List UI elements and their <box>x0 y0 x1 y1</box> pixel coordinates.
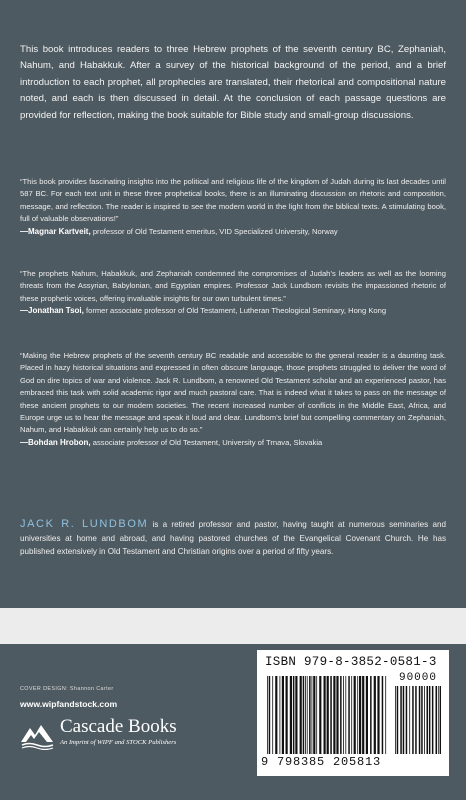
barcode-bar <box>300 676 302 754</box>
barcode-bar <box>438 686 439 754</box>
barcode-bar <box>370 676 372 754</box>
barcode-bar <box>409 686 410 754</box>
barcode-bar <box>327 676 329 754</box>
endorser-name: —Jonathan Tsoi, <box>20 306 84 316</box>
barcode-bar <box>351 676 352 754</box>
barcode-bar <box>395 686 396 754</box>
barcode-bar <box>406 686 408 754</box>
barcode-bar <box>377 676 379 754</box>
barcode-bar <box>319 676 321 754</box>
barcode-bar <box>269 676 271 754</box>
endorsement-attribution <box>20 305 446 317</box>
endorsement-attribution <box>20 226 446 238</box>
endorsement-1 <box>20 176 446 238</box>
price-addon-digits: 90000 <box>398 672 437 684</box>
barcode-bar <box>424 686 425 754</box>
barcode-bar <box>419 686 421 754</box>
barcode-bar <box>324 676 326 754</box>
barcode-bar <box>397 686 399 754</box>
ean-digits: 9 798385 205813 <box>261 755 382 769</box>
barcode-bar <box>403 686 405 754</box>
barcode-bar <box>359 676 361 754</box>
endorser-affiliation: professor of Old Testament emeritus, VID Specialized University, Norway <box>92 226 338 236</box>
endorser-name: —Bohdan Hrobon, <box>20 437 91 447</box>
barcode-bar <box>354 676 356 754</box>
barcode-bar <box>345 676 346 754</box>
publisher-logo <box>20 716 210 756</box>
barcode-bar <box>400 686 402 754</box>
endorsement-quote: “Making the Hebrew prophets of the seventh century BC readable and accessible to the general reader is a daunting task. Placed in hazy historical situations and expressed in often obscure language, those prophets struggled to deliver the word of God on dire topics of war and violence. Jack R. Lundbom, a renowned Old Testament scholar and an experienced pastor, has embraced this task with solid academic rigor and much pastoral care. That is indeed what it takes to pass on the message of these ancient prophets to our modern societies. The recent increased number of conflicts in the Middle East, Africa, and Europe urge us to hear the message and speak it loud and clear. Lundbom’s brief but compelling commentary on Zephaniah, Nahum, and Habakkuk can certainly help us to do so.” <box>20 351 446 435</box>
barcode-bar <box>275 676 277 754</box>
barcode-bar <box>313 676 315 754</box>
mountain-logo-icon <box>20 718 54 750</box>
endorsement-3 <box>20 350 446 449</box>
barcode-bar <box>290 676 292 754</box>
barcode-bar <box>309 676 311 754</box>
barcode-bar <box>340 676 342 754</box>
cover-design-credit: COVER DESIGN: Shannon Carter <box>20 686 114 692</box>
barcode-bar <box>282 676 284 754</box>
barcode-bar <box>336 676 338 754</box>
barcode-bar <box>432 686 434 754</box>
light-divider-band <box>0 608 466 644</box>
endorser-affiliation: associate professor of Old Testament, University of Trnava, Slovakia <box>92 437 323 447</box>
barcode-bar <box>267 676 268 754</box>
endorser-affiliation: former associate professor of Old Testament, Lutheran Theological Seminary, Hong Kong <box>85 306 387 316</box>
barcode-bar <box>312 676 313 754</box>
barcode-bar <box>333 676 335 754</box>
addon-barcode-bars <box>395 686 441 754</box>
barcode-bar <box>330 676 332 754</box>
barcode-bar <box>357 676 358 754</box>
barcode-bar <box>280 676 281 754</box>
barcode-bar <box>343 676 344 754</box>
barcode-bar <box>374 676 376 754</box>
endorsement-attribution <box>20 437 446 449</box>
isbn-barcode <box>257 650 449 776</box>
endorser-name: —Magnar Kartveit, <box>20 226 91 236</box>
barcode-bar <box>286 676 288 754</box>
endorsement-quote: “This book provides fascinating insights into the political and religious life of the kingdom of Judah during its last decades until 587 BC. For each text unit in these three prophetical books, there is an illuminating discussion on rhetoric and composition, message, and reflection. The reader is inspired to see the modern world in the light from the biblical texts. A stimulating book, full of valuable observations!” <box>20 177 446 224</box>
barcode-bar <box>385 676 386 754</box>
isbn-number: ISBN 979-8-3852-0581-3 <box>265 655 437 669</box>
ean-barcode-bars <box>267 676 387 754</box>
barcode-bar <box>366 676 368 754</box>
publisher-name: Cascade Books <box>60 716 177 737</box>
barcode-bar <box>305 676 306 754</box>
barcode-bar <box>415 686 417 754</box>
barcode-bar <box>293 676 295 754</box>
barcode-bar <box>307 676 308 754</box>
barcode-bar <box>295 676 297 754</box>
barcode-bar <box>382 676 384 754</box>
barcode-bar <box>429 686 431 754</box>
barcode-bar <box>412 686 414 754</box>
author-name: JACK R. LUNDBOM <box>20 518 149 530</box>
barcode-bar <box>440 686 441 754</box>
publisher-website-link[interactable]: www.wipfandstock.com <box>20 699 118 709</box>
author-bio-text: is a retired professor and pastor, having taught at numerous seminaries and universities at home and abroad, and having pastored churches of the Evangelical Covenant Church. He has published extensively in Old Testament and Christian origins over a period of fifty years. <box>20 520 446 557</box>
publisher-tagline: An Imprint of WIPF and STOCK Publishers <box>60 739 177 746</box>
barcode-bar <box>362 676 364 754</box>
barcode-bar <box>316 676 317 754</box>
barcode-bar <box>427 686 429 754</box>
barcode-bar <box>348 676 350 754</box>
barcode-bar <box>421 686 423 754</box>
barcode-bar <box>436 686 438 754</box>
endorsement-quote: “The prophets Nahum, Habakkuk, and Zephaniah condemned the compromises of Judah’s leaders as well as the looming threats from the Assyrian, Babylonian, and Egyptian empires. Professor Jack Lundbom revisits the impassioned rhetoric of these prophetic voices, offering invaluable insights for our own turbulent times.” <box>20 269 446 303</box>
endorsement-2 <box>20 268 446 318</box>
barcode-bar <box>303 676 305 754</box>
book-description: This book introduces readers to three Hebrew prophets of the seventh century BC, Zephaniah, Nahum, and Habakkuk. After a survey of the historical background of the period, and a brief introduction to each prophet, all prophecies are translated, their rhetorical and compositional nature noted, and each is then discussed in detail. At the conclusion of each passage questions are provided for reflection, making the book suitable for Bible study and small-group discussions. <box>20 44 446 121</box>
barcode-bar <box>272 676 273 754</box>
author-bio <box>20 518 446 559</box>
